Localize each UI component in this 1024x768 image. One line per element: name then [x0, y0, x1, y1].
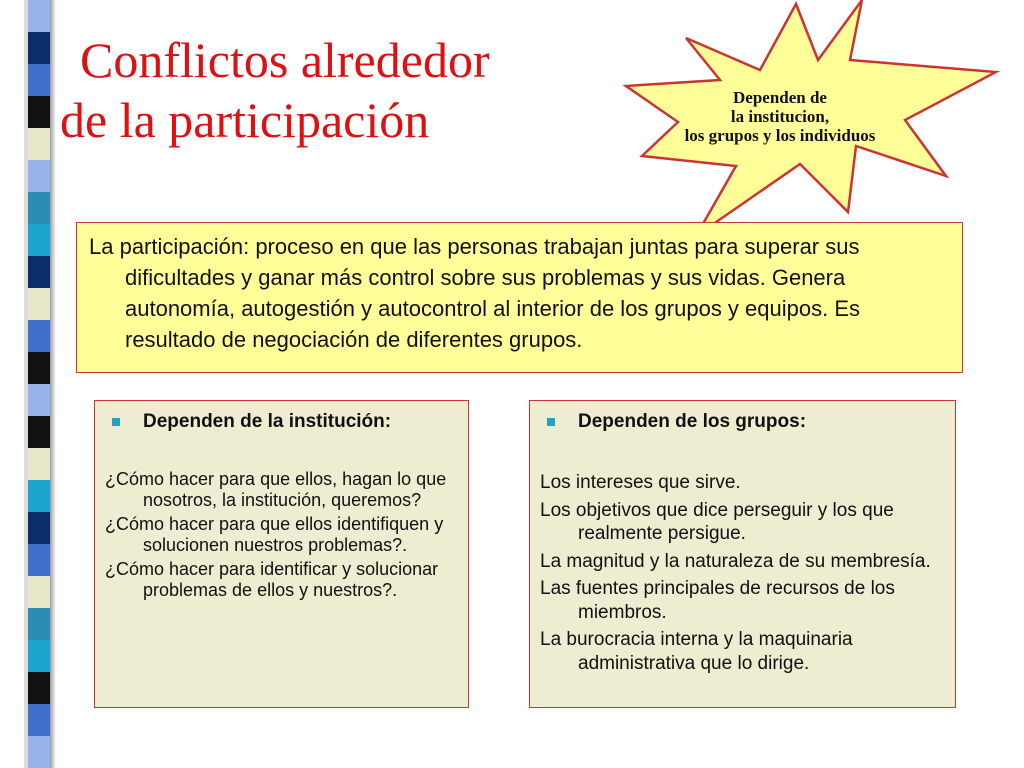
strip-block [28, 64, 50, 96]
starburst-line: los grupos y los individuos [684, 126, 876, 145]
list-item: ¿Cómo hacer para identificar y solucionar problemas de ellos y nuestros?. [105, 559, 439, 600]
strip-block [28, 448, 50, 480]
decorative-left-strip [0, 0, 56, 768]
institution-heading [105, 411, 460, 433]
strip-block [28, 640, 50, 672]
strip-shadow [50, 0, 56, 768]
strip-block [28, 128, 50, 160]
starburst-line: la institucion, [730, 107, 830, 126]
list-item: La magnitud y la naturaleza de su membresía. [540, 550, 931, 572]
starburst-line: Dependen de [733, 88, 827, 107]
institution-panel [94, 400, 469, 708]
institution-heading-label: Dependen de la institución: [143, 411, 392, 432]
strip-block [28, 224, 50, 256]
list-item: Los objetivos que dice perseguir y los que realmente persigue. [540, 499, 894, 544]
strip-block [28, 0, 50, 32]
groups-heading-label: Dependen de los grupos: [578, 411, 807, 432]
strip-block [28, 96, 50, 128]
title-line-1: Conflictos alrededor [80, 32, 490, 88]
groups-heading [540, 411, 947, 433]
square-bullet-icon [547, 418, 555, 426]
strip-block [28, 608, 50, 640]
square-bullet-icon [112, 418, 120, 426]
strip-block [28, 32, 50, 64]
strip-block [28, 160, 50, 192]
strip-block [28, 544, 50, 576]
title-line-2: de la participación [60, 92, 430, 148]
strip-block [28, 576, 50, 608]
strip-block [28, 192, 50, 224]
groups-factor-list [540, 471, 947, 679]
strip-block [28, 288, 50, 320]
list-item: Los intereses que sirve. [540, 472, 741, 493]
strip-block [28, 672, 50, 704]
list-item: ¿Cómo hacer para que ellos identifiquen y solucionen nuestros problemas?. [105, 514, 444, 555]
starburst-text [640, 88, 920, 145]
groups-panel [529, 400, 956, 708]
strip-block [28, 416, 50, 448]
strip-block [28, 320, 50, 352]
definition-box [76, 222, 963, 373]
slide-title [60, 30, 580, 150]
list-item: Las fuentes principales de recursos de los miembros. [540, 578, 895, 623]
strip-block [28, 384, 50, 416]
strip-block [28, 512, 50, 544]
strip-block [28, 736, 50, 768]
institution-question-list [105, 469, 460, 604]
strip-block [28, 256, 50, 288]
strip-block [28, 352, 50, 384]
strip-block [28, 704, 50, 736]
list-item: ¿Cómo hacer para que ellos, hagan lo que nosotros, la institución, queremos? [105, 469, 447, 510]
list-item: La burocracia interna y la maquinaria administrativa que lo dirige. [540, 629, 853, 674]
strip-block [28, 480, 50, 512]
definition-text: La participación: proceso en que las personas trabajan juntas para superar sus dificultades y ganar más control sobre sus problemas y sus vidas. Genera autonomía, autogestión y autocontrol al interior de los grupos y equipos. Es resultado de negociación de diferentes grupos. [89, 234, 861, 352]
